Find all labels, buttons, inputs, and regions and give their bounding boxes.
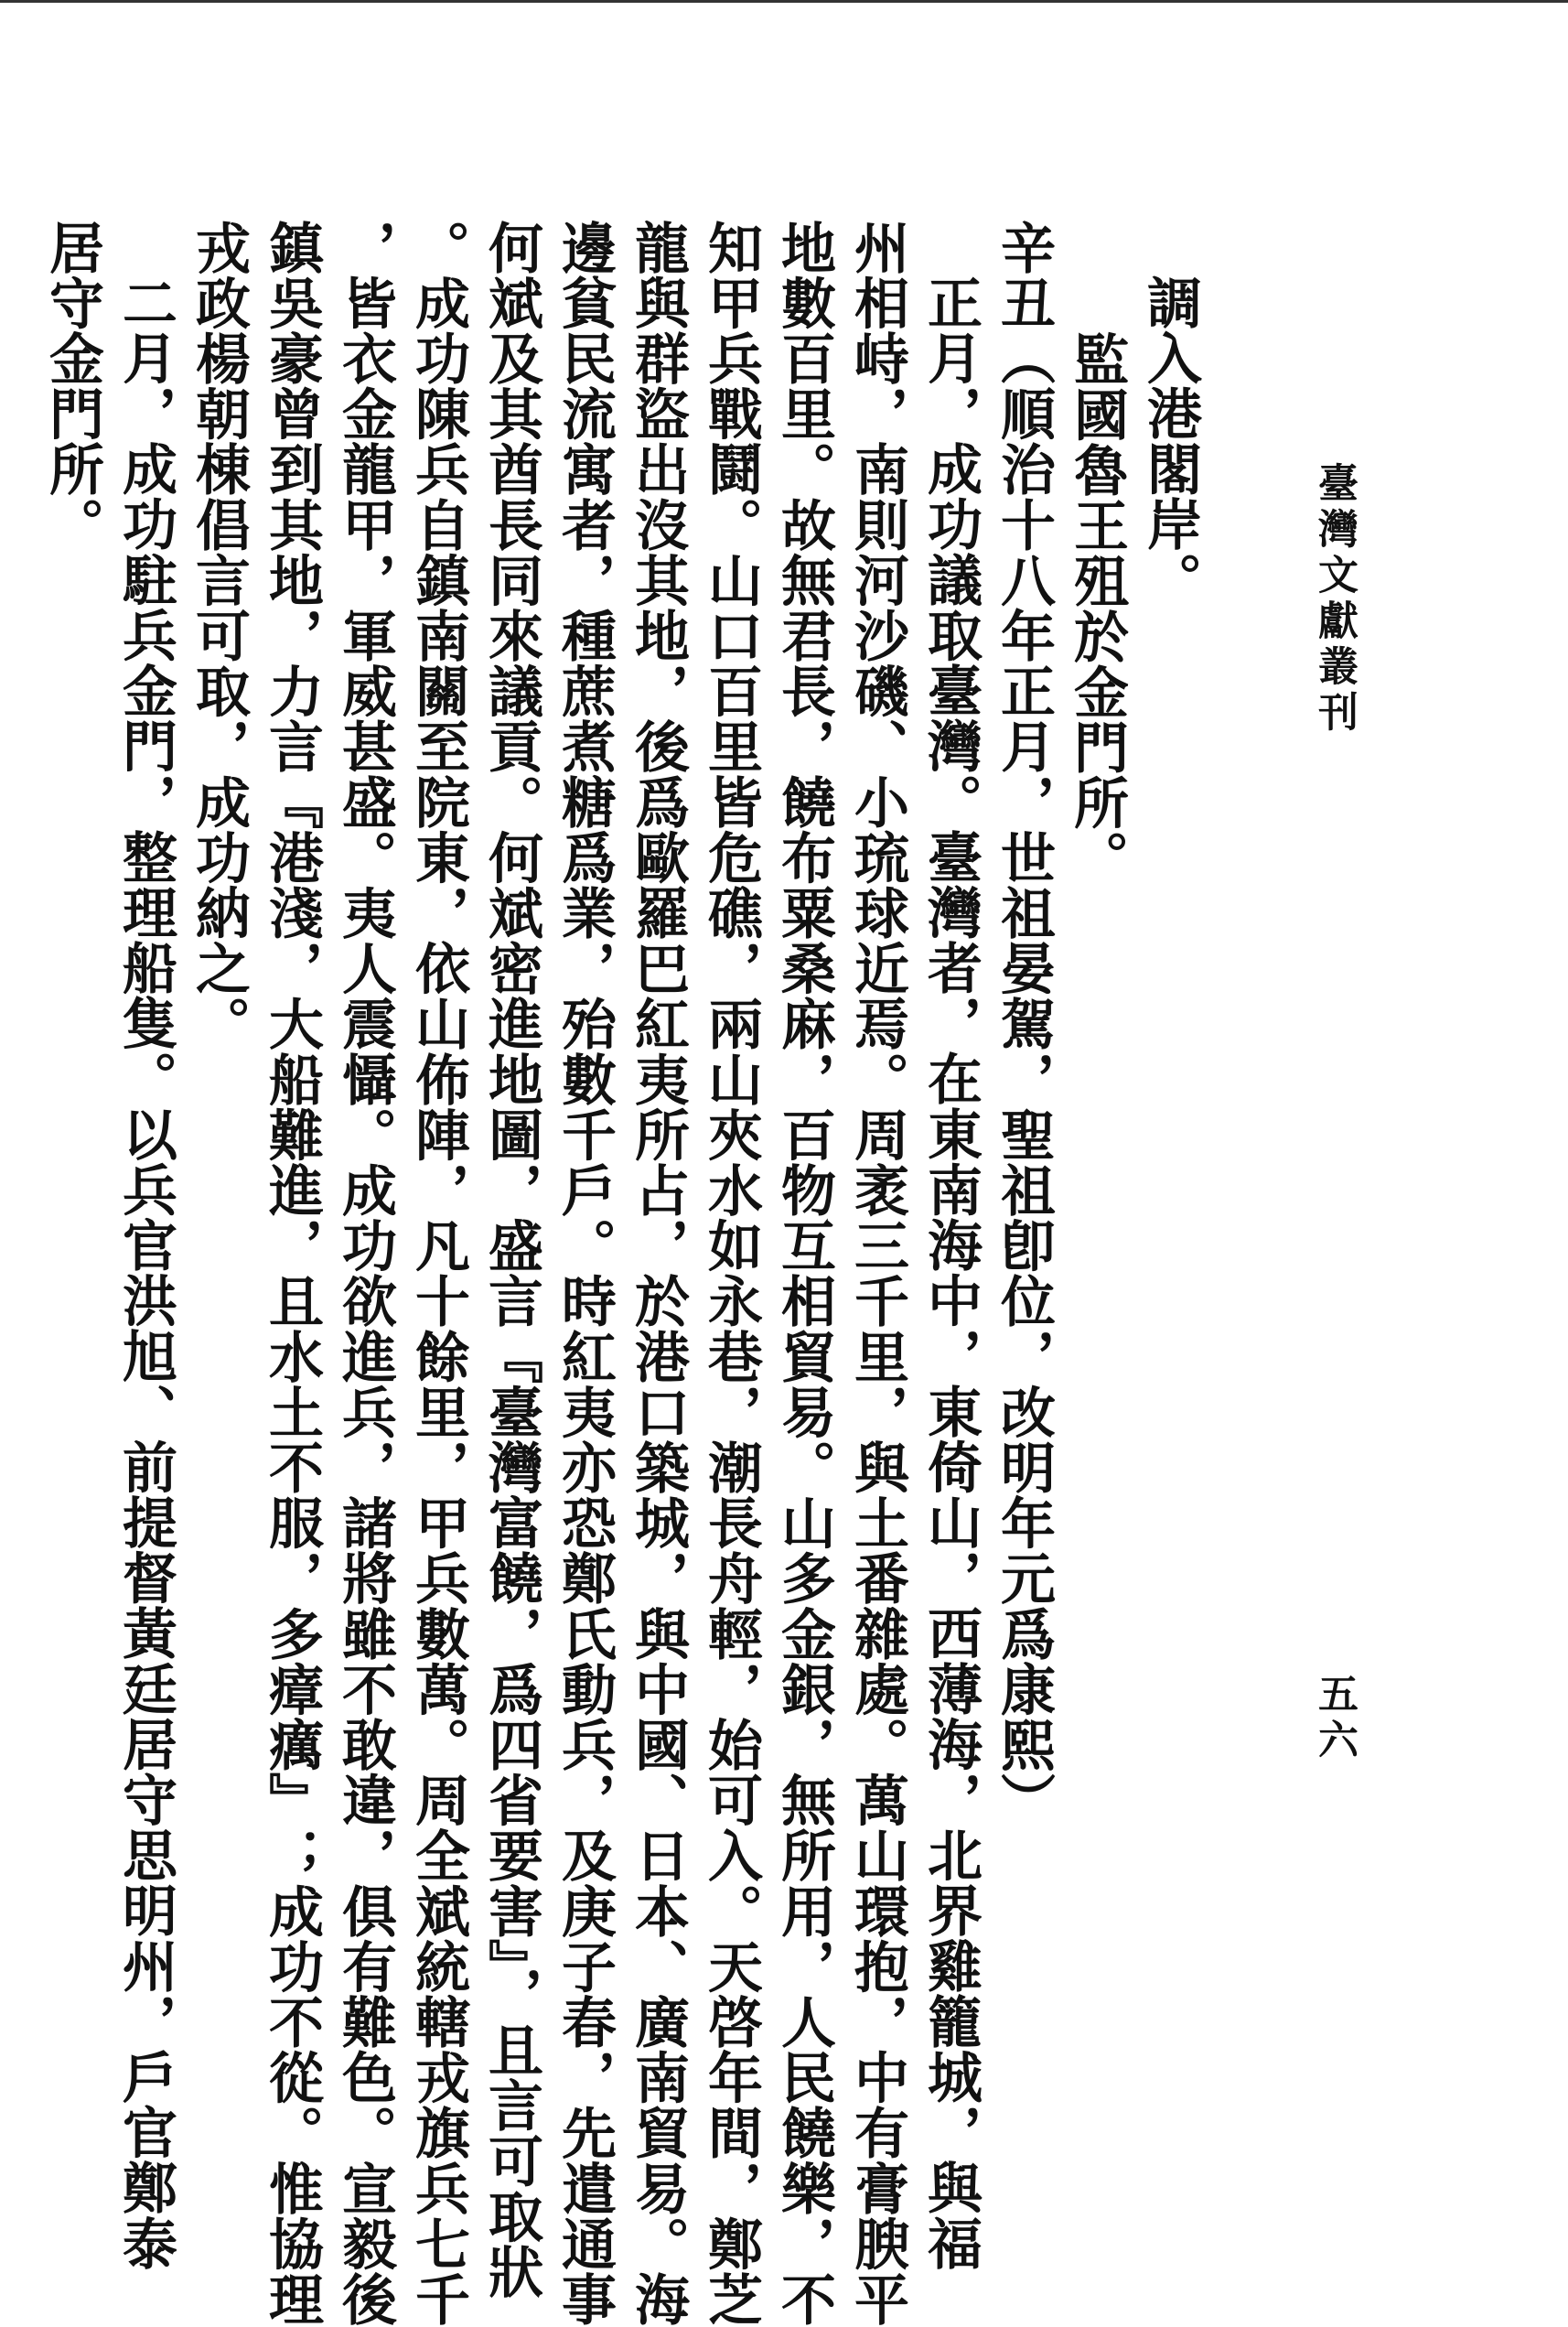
paragraph-4-line-11: 戎政楊朝棟倡言可取，成功納之。 (187, 220, 251, 1051)
paragraph-4-cont-3 (768, 220, 841, 2327)
paragraph-4-cont-10 (255, 220, 328, 2327)
paragraph-4-line-1: 正月，成功議取臺灣。臺灣者，在東南海中，東倚山，西薄海，北界雞籠城，與福 (918, 275, 983, 2271)
paragraph-4-line-3: 地數百里。故無君長，饒布粟桑麻，百物互相貿易。山多金銀，無所用，人民饒樂，不 (772, 220, 836, 2327)
paragraph-4-cont-9 (328, 220, 402, 2327)
year-heading-note: （順治十八年正月，世祖晏駕，聖祖卽位，改明年元爲康熙） (992, 330, 1056, 1828)
paragraph-4-cont-11 (182, 220, 255, 2150)
paragraph-4-line-5: 龍與群盜出沒其地，後爲歐羅巴紅夷所占，於港口築城，與中國、日本、廣南貿易。海 (626, 220, 690, 2327)
paragraph-4-line-9: ，皆衣金龍甲，軍威甚盛。夷人震懾。成功欲進兵，諸將雖不敢違，俱有難色。宣毅後 (333, 220, 397, 2327)
paragraph-1-line-1: 調入港閣岸。 (1138, 275, 1202, 608)
paragraph-5-cont-2 (36, 220, 109, 2150)
paragraph-5 (109, 220, 182, 2271)
paragraph-5-line-1: 二月，成功駐兵金門，整理船隻。以兵官洪旭、前提督黃廷居守思明州，戶官鄭泰 (113, 275, 177, 2271)
paragraph-4-cont-5 (621, 220, 694, 2327)
paragraph-4-cont-4 (694, 220, 768, 2327)
paragraph-4-cont-7 (475, 220, 548, 2300)
paragraph-5-line-2: 居守金門所。 (40, 220, 104, 553)
paragraph-2 (1060, 220, 1133, 2150)
paragraph-4-line-8: 。成功陳兵自鎮南關至院東，依山佈陣，凡十餘里，甲兵數萬。周全斌統轄戎旗兵七千 (406, 220, 470, 2327)
paragraph-4-cont-6 (548, 220, 621, 2327)
running-title: 臺灣文獻叢刊 (1311, 462, 1358, 737)
paragraph-4-line-7: 何斌及其酋長同來議貢。何斌密進地圖，盛言『臺灣富饒，爲四省要害』，且言可取狀 (479, 220, 543, 2300)
paragraph-4 (914, 220, 987, 2271)
year-heading (987, 220, 1060, 2150)
page-number: 五六 (1311, 1673, 1358, 1764)
paragraph-4-cont-8 (402, 220, 475, 2327)
body-text (36, 220, 1207, 2327)
paragraph-1 (1133, 220, 1207, 2150)
paragraph-2-line-1: 監國魯王殂於金門所。 (1065, 331, 1129, 886)
paragraph-4-line-4: 知甲兵戰鬪。山口百里皆危礁，兩山夾水如永巷，潮長舟輕，始可入。天啓年間，鄭芝 (699, 220, 763, 2327)
paragraph-4-cont-2 (841, 220, 914, 2327)
paragraph-4-line-6: 邊貧民流寓者，種蔗煮糖爲業，殆數千戶。時紅夷亦恐鄭氏動兵，及庚子春，先遣通事 (553, 220, 617, 2327)
top-rule (0, 0, 1568, 3)
paragraph-4-line-2: 州相峙，南則河沙磯、小琉球近焉。周袤三千里，與土番雜處。萬山環抱，中有膏腴平 (845, 220, 909, 2327)
paragraph-4-line-10: 鎮吳豪曾到其地，力言『港淺，大船難進，且水土不服，多瘴癘』；成功不從。惟協理 (260, 220, 324, 2327)
year-heading-title: 辛丑 (992, 220, 1056, 331)
